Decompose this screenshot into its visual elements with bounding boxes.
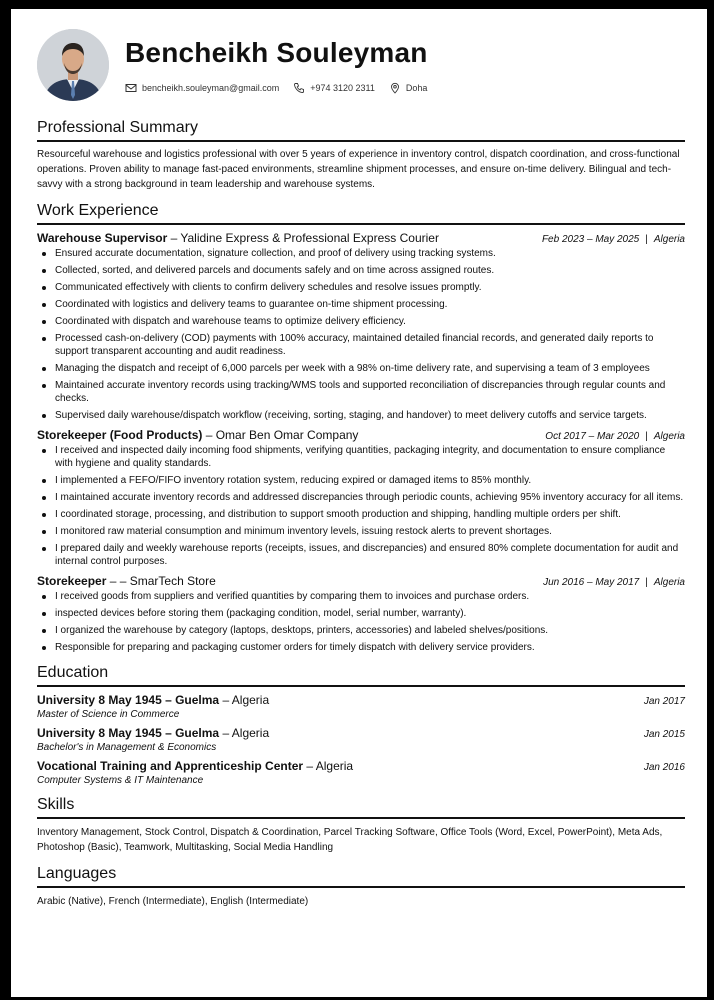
education-location: – Algeria bbox=[219, 726, 270, 740]
education-location: – Algeria bbox=[303, 759, 354, 773]
education-institution: Vocational Training and Apprenticeship Center bbox=[37, 759, 304, 773]
list-item: Maintained accurate inventory records using tracking/WMS tools and supported reconciliation of discrepancies through regular counts and checks. bbox=[37, 379, 685, 405]
job-meta bbox=[542, 234, 685, 245]
education-section bbox=[37, 664, 685, 786]
job-dates: Jun 2016 – May 2017 bbox=[543, 577, 640, 588]
job-meta bbox=[545, 431, 685, 442]
list-item: Processed cash-on-delivery (COD) payments with 100% accuracy, maintained detailed financial records, and generated daily reports to support transparent accounting and audit readiness. bbox=[37, 332, 685, 358]
profile-photo-illustration bbox=[37, 29, 109, 101]
job-role: Warehouse Supervisor bbox=[37, 231, 168, 245]
job-role: Storekeeper bbox=[37, 574, 107, 588]
list-item: I coordinated storage, processing, and distribution to support smooth production and shipping, handling multiple orders per shift. bbox=[37, 508, 685, 521]
languages-title: Languages bbox=[37, 865, 685, 888]
experience-section bbox=[37, 202, 685, 654]
job-title-line bbox=[37, 231, 439, 245]
list-item: I received and inspected daily incoming food shipments, verifying quantities, packaging integrity, and documentation to ensure compliance with hygiene and quality standards. bbox=[37, 444, 685, 470]
email-text: bencheikh.souleyman@gmail.com bbox=[142, 83, 280, 93]
phone-text: +974 3120 2311 bbox=[310, 83, 375, 93]
list-item: I received goods from suppliers and verified quantities by comparing them to invoices and purchase orders. bbox=[37, 590, 685, 603]
job-dates: Oct 2017 – Mar 2020 bbox=[545, 431, 640, 442]
list-item: Communicated effectively with clients to confirm delivery schedules and resolve issues promptly. bbox=[37, 281, 685, 294]
job-location: Algeria bbox=[653, 431, 685, 442]
job-company: – Omar Ben Omar Company bbox=[202, 428, 359, 442]
job-meta bbox=[543, 577, 685, 588]
education-institution: University 8 May 1945 – Guelma bbox=[37, 726, 220, 740]
contact-phone[interactable] bbox=[293, 82, 375, 94]
languages-section bbox=[37, 865, 685, 909]
summary-text: Resourceful warehouse and logistics professional with over 5 years of experience in inventory control, dispatch coordination, and cross-functional operations. Proven ability to manage fast-paced environments, streamline shipment processes, and ensure on-time delivery. Bilingual and tech-savvy with a strong background in team leadership and warehouse systems. bbox=[37, 149, 680, 190]
list-item: I maintained accurate inventory records and addressed discrepancies through periodic counts, achieving 95% inventory accuracy for all items. bbox=[37, 491, 685, 504]
education-list bbox=[37, 693, 685, 786]
education-degree: Bachelor's in Management & Economics bbox=[37, 742, 217, 753]
list-item: I organized the warehouse by category (laptops, desktops, printers, accessories) and labeled shelves/positions. bbox=[37, 624, 685, 637]
job-role: Storekeeper (Food Products) bbox=[37, 428, 203, 442]
job-list bbox=[37, 231, 685, 654]
meta-separator: | bbox=[645, 577, 648, 588]
job-company: – Yalidine Express & Professional Express Courier bbox=[167, 231, 439, 245]
contact-location bbox=[389, 82, 428, 94]
job-bullets bbox=[37, 247, 685, 422]
skills-title: Skills bbox=[37, 796, 685, 819]
education-title-line bbox=[37, 759, 353, 773]
education-location: – Algeria bbox=[219, 693, 270, 707]
job-location: Algeria bbox=[653, 577, 685, 588]
summary-section bbox=[37, 119, 685, 192]
list-item: I prepared daily and weekly warehouse reports (receipts, issues, and discrepancies) and ensured 80% complete documentation for audit and internal control purposes. bbox=[37, 542, 685, 568]
resume-page bbox=[11, 9, 707, 997]
map-pin-icon bbox=[389, 82, 401, 94]
skills-text: Inventory Management, Stock Control, Dispatch & Coordination, Parcel Tracking Software, Office Tools (Word, Excel, PowerPoint), Meta Ads, Photoshop (Basic), Teamwork, Multitasking, Social Media Handling bbox=[37, 827, 663, 853]
job-header bbox=[37, 231, 685, 245]
meta-separator: | bbox=[645, 234, 648, 245]
list-item: Ensured accurate documentation, signature collection, and proof of delivery using tracking systems. bbox=[37, 247, 685, 260]
phone-icon bbox=[293, 82, 305, 94]
job-title-line bbox=[37, 574, 216, 588]
list-item: inspected devices before storing them (packaging condition, model, serial number, warranty). bbox=[37, 607, 685, 620]
list-item: Coordinated with dispatch and warehouse teams to optimize delivery efficiency. bbox=[37, 315, 685, 328]
candidate-name: Bencheikh Souleyman bbox=[125, 37, 428, 68]
job-location: Algeria bbox=[653, 234, 685, 245]
list-item: Supervised daily warehouse/dispatch workflow (receiving, sorting, staging, and handover) to meet delivery cutoffs and service targets. bbox=[37, 409, 685, 422]
list-item: I monitored raw material consumption and minimum inventory levels, issuing restock alerts to prevent shortages. bbox=[37, 525, 685, 538]
job-header bbox=[37, 574, 685, 588]
education-header bbox=[37, 726, 685, 740]
envelope-icon bbox=[125, 82, 137, 94]
education-header bbox=[37, 759, 685, 773]
job-company: – – SmarTech Store bbox=[106, 574, 216, 588]
location-text: Doha bbox=[405, 83, 428, 93]
education-institution: University 8 May 1945 – Guelma bbox=[37, 693, 220, 707]
job-dates: Feb 2023 – May 2025 bbox=[541, 234, 640, 245]
resume-header bbox=[11, 9, 707, 109]
experience-title: Work Experience bbox=[37, 202, 685, 225]
education-date: Jan 2017 bbox=[643, 696, 685, 707]
resume-content bbox=[37, 119, 685, 919]
contact-info bbox=[125, 82, 441, 94]
list-item: Managing the dispatch and receipt of 6,000 parcels per week with a 98% on-time delivery rate, and supervising a team of 3 employees bbox=[37, 362, 685, 375]
languages-text: Arabic (Native), French (Intermediate), English (Intermediate) bbox=[37, 896, 309, 907]
profile-photo bbox=[37, 29, 109, 101]
list-item: I implemented a FEFO/FIFO inventory rotation system, reducing expired or damaged items to 85% monthly. bbox=[37, 474, 685, 487]
job-bullets bbox=[37, 444, 685, 568]
contact-email[interactable] bbox=[125, 82, 279, 94]
job-bullets bbox=[37, 590, 685, 654]
education-title-line bbox=[37, 693, 269, 707]
summary-title: Professional Summary bbox=[37, 119, 685, 142]
list-item: Collected, sorted, and delivered parcels and documents safely and on time across assigned routes. bbox=[37, 264, 685, 277]
meta-separator: | bbox=[645, 431, 648, 442]
list-item: Coordinated with logistics and delivery teams to guarantee on-time shipment processing. bbox=[37, 298, 685, 311]
education-date: Jan 2016 bbox=[643, 762, 685, 773]
education-title-line bbox=[37, 726, 269, 740]
education-degree: Master of Science in Commerce bbox=[37, 709, 180, 720]
job-title-line bbox=[37, 428, 358, 442]
education-title: Education bbox=[37, 664, 685, 687]
education-header bbox=[37, 693, 685, 707]
education-degree: Computer Systems & IT Maintenance bbox=[37, 775, 204, 786]
skills-section bbox=[37, 796, 685, 855]
list-item: Responsible for preparing and packaging customer orders for timely dispatch with delivery service providers. bbox=[37, 641, 685, 654]
job-header bbox=[37, 428, 685, 442]
education-date: Jan 2015 bbox=[643, 729, 685, 740]
